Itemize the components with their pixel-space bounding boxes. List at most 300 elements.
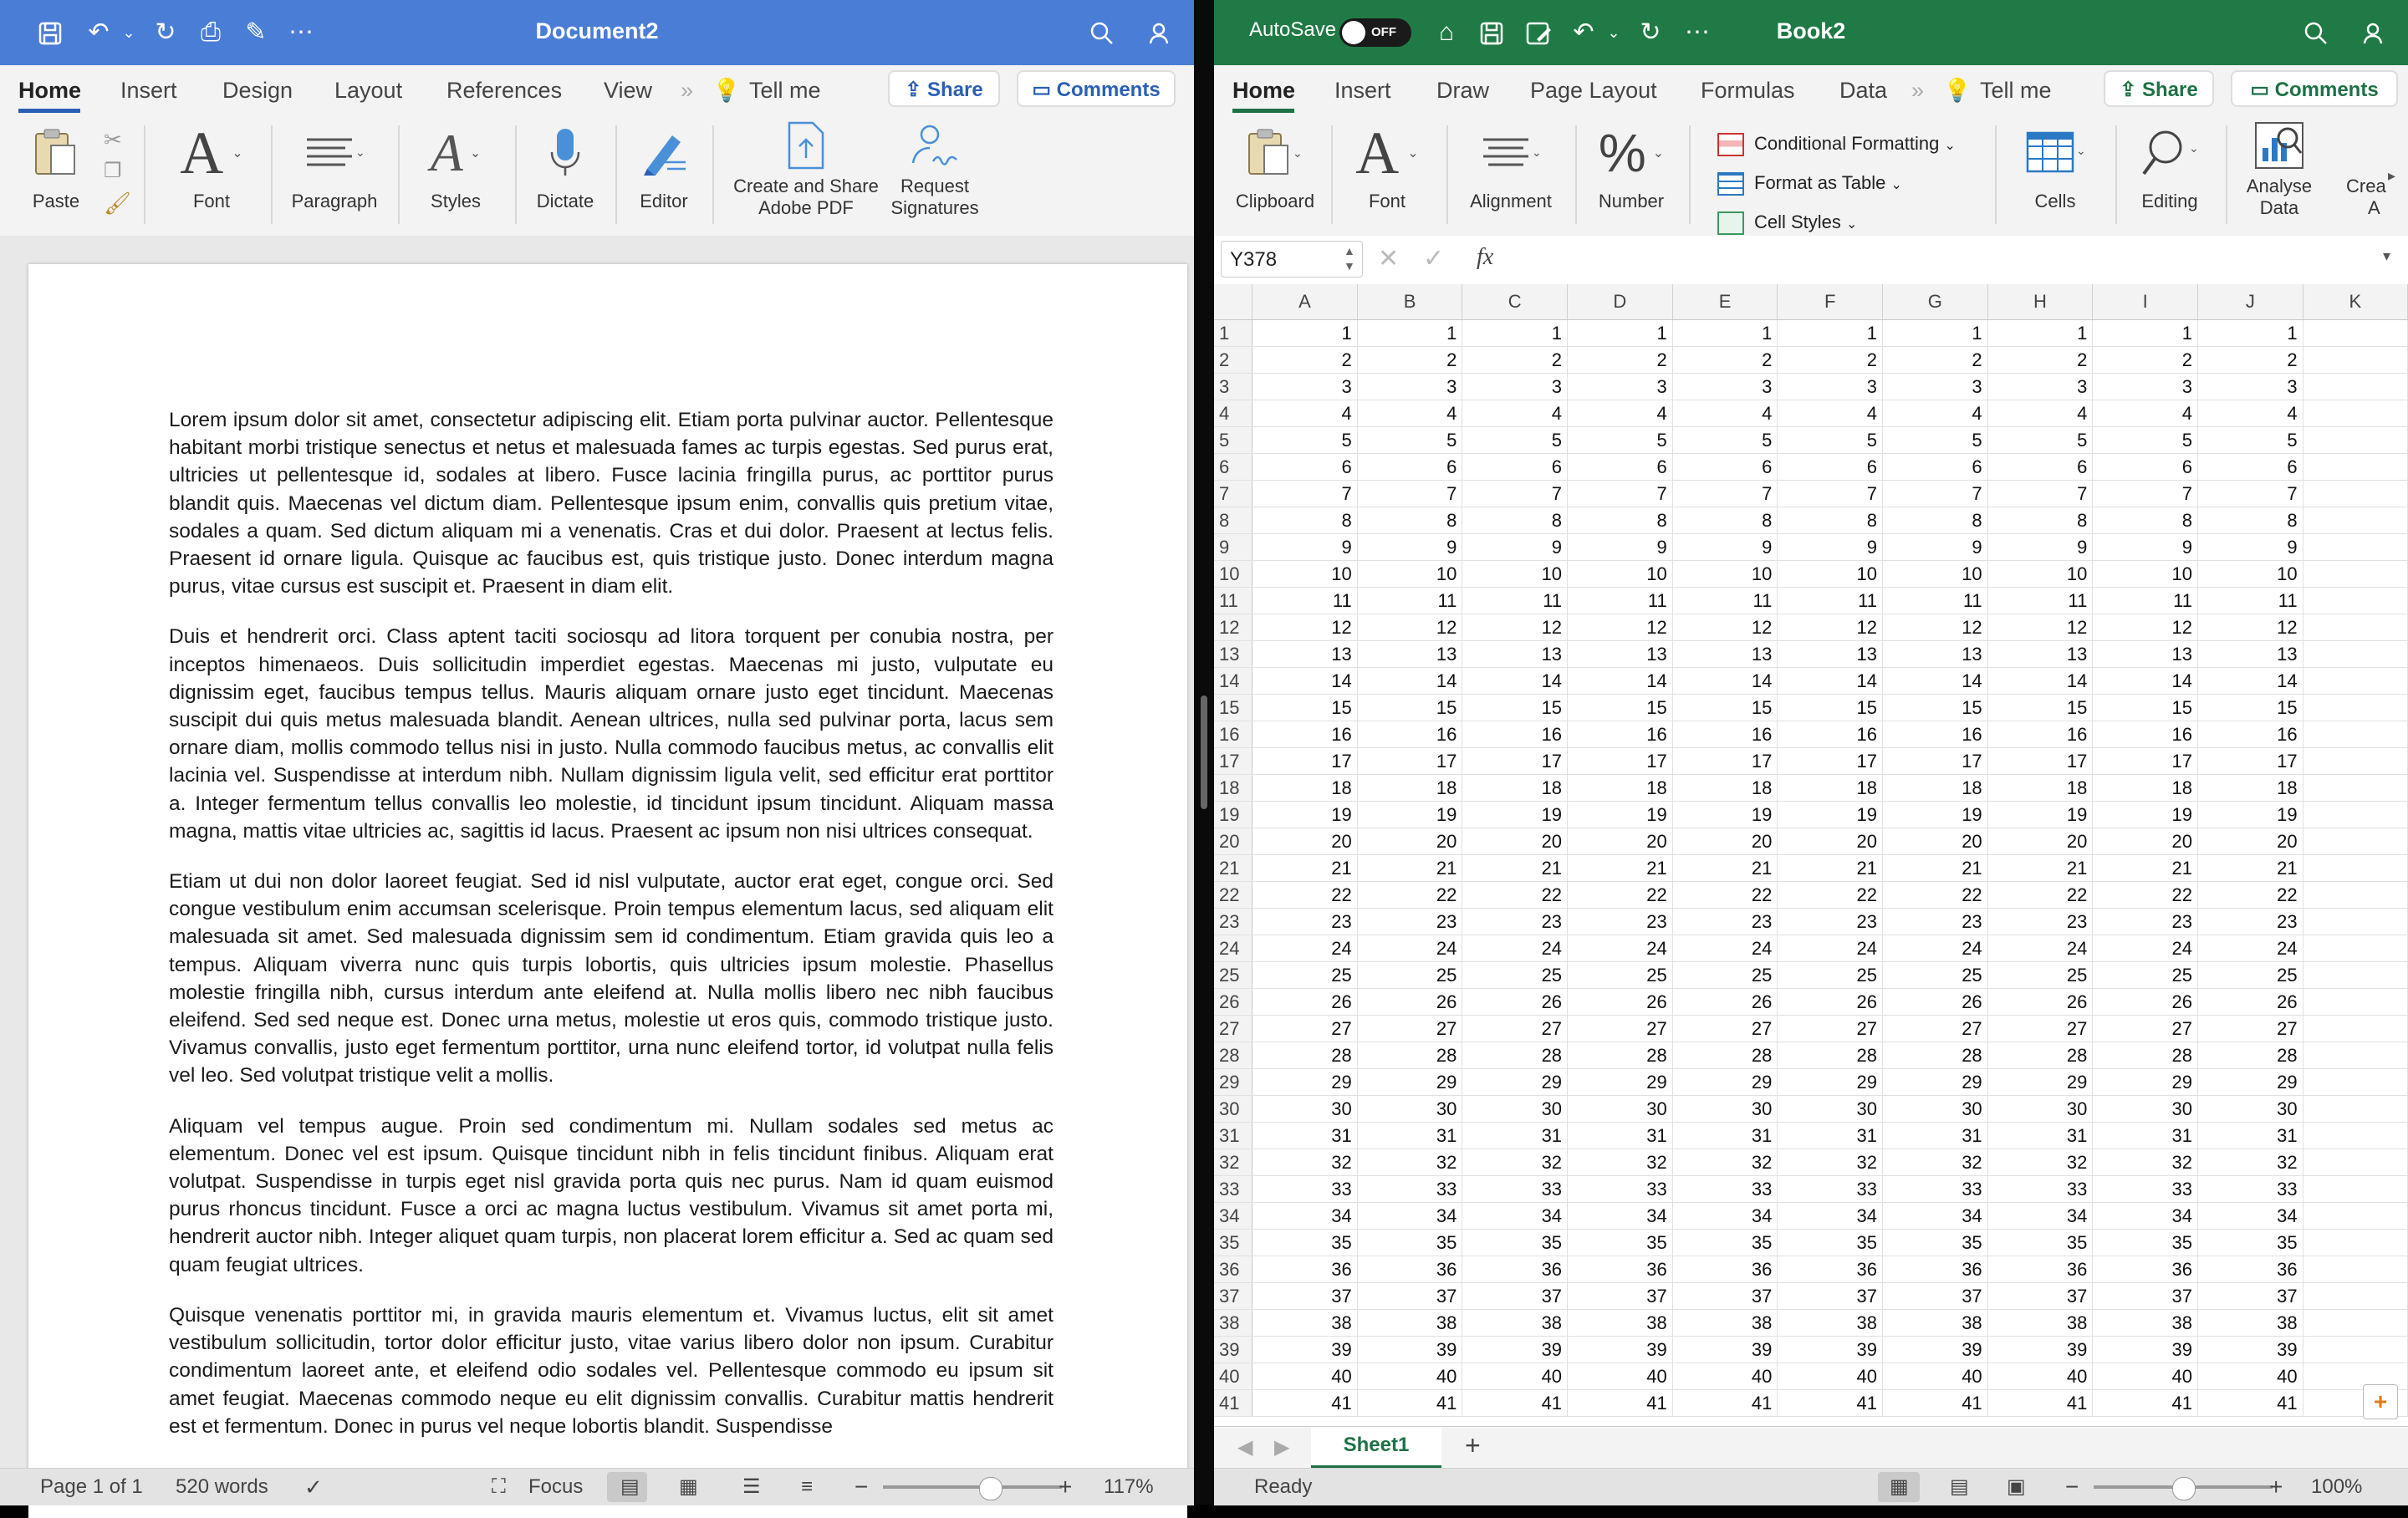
cell[interactable]: 39	[1987, 1337, 2093, 1363]
row-header[interactable]: 13	[1214, 641, 1252, 668]
cell[interactable]: 11	[1778, 588, 1883, 614]
cell[interactable]: 24	[2093, 935, 2198, 962]
cell[interactable]: 7	[2093, 481, 2198, 507]
zoom-slider-track[interactable]	[883, 1485, 1062, 1489]
more-tabs-chevron-icon[interactable]: »	[1911, 78, 1925, 103]
cell[interactable]: 13	[1568, 641, 1673, 668]
tab-references[interactable]: References	[446, 78, 563, 103]
cell[interactable]: 6	[1357, 454, 1462, 481]
cell[interactable]: 26	[1357, 989, 1462, 1016]
cell[interactable]	[2303, 427, 2407, 454]
tab-data[interactable]: Data	[1839, 78, 1888, 103]
cell[interactable]: 3	[1568, 374, 1673, 400]
cell[interactable]: 7	[1357, 481, 1462, 507]
row-header[interactable]: 40	[1214, 1363, 1252, 1390]
cell[interactable]: 27	[2093, 1016, 2198, 1042]
cell[interactable]: 6	[1672, 454, 1778, 481]
row-header[interactable]: 38	[1214, 1310, 1252, 1337]
cell[interactable]: 23	[1462, 909, 1568, 935]
cell[interactable]: 2	[1357, 347, 1462, 374]
row-header[interactable]: 1	[1214, 320, 1252, 347]
cell[interactable]: 9	[1252, 534, 1358, 561]
cell[interactable]: 33	[2197, 1176, 2303, 1203]
cell[interactable]	[2303, 1016, 2407, 1042]
cell[interactable]: 37	[1987, 1283, 2093, 1310]
cell[interactable]: 3	[1252, 374, 1358, 400]
cell[interactable]: 15	[1987, 695, 2093, 721]
cell[interactable]: 35	[1462, 1230, 1568, 1256]
cell[interactable]: 15	[1252, 695, 1358, 721]
proofing-icon[interactable]: ✓	[304, 1475, 323, 1500]
cell[interactable]: 34	[2093, 1203, 2198, 1230]
cell[interactable]: 21	[1357, 855, 1462, 882]
tab-page-layout[interactable]: Page Layout	[1530, 78, 1657, 103]
cell[interactable]: 13	[1987, 641, 2093, 668]
cell[interactable]: 1	[1883, 320, 1988, 347]
cell[interactable]: 16	[1778, 721, 1883, 748]
cell[interactable]: 10	[1987, 561, 2093, 588]
cell[interactable]	[2303, 1203, 2407, 1230]
cell[interactable]: 1	[1987, 320, 2093, 347]
cell[interactable]	[2303, 1176, 2407, 1203]
cell[interactable]: 19	[1357, 802, 1462, 828]
cell[interactable]: 6	[1987, 454, 2093, 481]
cell[interactable]: 15	[1568, 695, 1673, 721]
cell[interactable]: 27	[1883, 1016, 1988, 1042]
cell[interactable]: 29	[2197, 1069, 2303, 1096]
account-icon[interactable]	[1142, 0, 1179, 65]
cell[interactable]	[2303, 400, 2407, 427]
cell[interactable]: 39	[1568, 1337, 1673, 1363]
cell[interactable]: 5	[1883, 427, 1988, 454]
cell[interactable]: 13	[2197, 641, 2303, 668]
cell[interactable]: 34	[1883, 1203, 1988, 1230]
cell[interactable]: 34	[1987, 1203, 2093, 1230]
cell[interactable]: 35	[1987, 1230, 2093, 1256]
cell[interactable]: 21	[1568, 855, 1673, 882]
cell[interactable]: 21	[2197, 855, 2303, 882]
cell[interactable]: 28	[1252, 1042, 1358, 1069]
column-header[interactable]: K	[2303, 284, 2407, 320]
row-header[interactable]: 17	[1214, 748, 1252, 775]
cell[interactable]	[2303, 1337, 2407, 1363]
cell[interactable]: 33	[1778, 1176, 1883, 1203]
cell[interactable]: 14	[1568, 668, 1673, 695]
cell[interactable]: 10	[1672, 561, 1778, 588]
cell[interactable]: 26	[1778, 989, 1883, 1016]
paragraph[interactable]: Duis et hendrerit orci. Class aptent taciti sociosqu ad litora torquent per conubia nostra, per inceptos himenaeos. Duis sollicitudin imperdiet egestas. Maecenas mi justo, vulputate eu dignissim eget, faucibus tempus tellus. Mauris aliquam ornare justo eget tincidunt. Maecenas suscipit dui quis metus malesuada blandit. Aenean ultrices, nulla sed pulvinar porta, lacus sem ornare diam, mollis commodo tellus nisi in justo. Nulla commodo faucibus metus, ac convallis elit lacinia vel. Suspendisse at interdum nibh. Nullam dignissim ligula velit, sed efficitur erat porttitor a. Integer fermentum tellus convallis leo molestie, id tincidunt ipsum tincidunt. Aliquam massa magna, mattis vitae ultricies ac, sagittis id lacus. Praesent ac ipsum non nisi ultrices consequat.	[169, 625, 1054, 843]
more-icon[interactable]: ⋯	[1685, 18, 1710, 46]
cell[interactable]: 15	[1883, 695, 1988, 721]
cell[interactable]: 9	[1462, 534, 1568, 561]
cell[interactable]	[2303, 721, 2407, 748]
cell[interactable]: 33	[1252, 1176, 1358, 1203]
cell[interactable]: 11	[2093, 588, 2198, 614]
cell[interactable]: 9	[1568, 534, 1673, 561]
row-header[interactable]: 36	[1214, 1256, 1252, 1283]
cell[interactable]: 41	[2197, 1390, 2303, 1417]
cell[interactable]: 27	[1252, 1016, 1358, 1042]
cell[interactable]: 19	[1462, 802, 1568, 828]
cell[interactable]: 5	[1357, 427, 1462, 454]
draw-pen-icon[interactable]: ✎	[245, 18, 267, 46]
cell[interactable]	[2303, 588, 2407, 614]
cell[interactable]: 31	[1462, 1123, 1568, 1149]
row-header[interactable]: 15	[1214, 695, 1252, 721]
cell[interactable]: 21	[2093, 855, 2198, 882]
cell[interactable]: 34	[1672, 1203, 1778, 1230]
row-header[interactable]: 14	[1214, 668, 1252, 695]
row-header[interactable]: 16	[1214, 721, 1252, 748]
zoom-slider-thumb[interactable]	[2172, 1477, 2196, 1500]
row-header[interactable]: 37	[1214, 1283, 1252, 1310]
row-header[interactable]: 9	[1214, 534, 1252, 561]
column-header[interactable]: D	[1568, 284, 1673, 320]
cell[interactable]: 24	[1672, 935, 1778, 962]
cell[interactable]: 1	[1357, 320, 1462, 347]
cell[interactable]: 38	[1568, 1310, 1673, 1337]
cell[interactable]: 12	[1462, 614, 1568, 641]
cell[interactable]	[2303, 775, 2407, 802]
comments-button[interactable]: ▭ Comments	[1017, 70, 1176, 107]
cell[interactable]: 39	[2093, 1337, 2198, 1363]
cell[interactable]: 26	[2093, 989, 2198, 1016]
cell[interactable]: 32	[1357, 1149, 1462, 1176]
cell[interactable]	[2303, 935, 2407, 962]
cell[interactable]: 26	[1672, 989, 1778, 1016]
cell[interactable]: 35	[1778, 1230, 1883, 1256]
cell[interactable]: 37	[1568, 1283, 1673, 1310]
cell[interactable]: 34	[1568, 1203, 1673, 1230]
cell[interactable]: 22	[2093, 882, 2198, 909]
cell[interactable]	[2303, 320, 2407, 347]
word-count[interactable]: 520 words	[176, 1475, 268, 1498]
zoom-in-icon[interactable]: +	[1059, 1474, 1073, 1500]
row-header[interactable]: 28	[1214, 1042, 1252, 1069]
cell[interactable]: 30	[1357, 1096, 1462, 1123]
column-header[interactable]: G	[1883, 284, 1988, 320]
cell[interactable]: 7	[1462, 481, 1568, 507]
cell[interactable]: 23	[2093, 909, 2198, 935]
cell[interactable]: 26	[1883, 989, 1988, 1016]
cell[interactable]: 20	[1357, 828, 1462, 855]
cell[interactable]: 12	[1883, 614, 1988, 641]
draft-view-icon[interactable]: ≡	[801, 1475, 814, 1498]
tell-me-box[interactable]: Tell me	[1980, 78, 2052, 103]
cell[interactable]: 2	[2093, 347, 2198, 374]
cell[interactable]: 5	[1778, 427, 1883, 454]
cell[interactable]	[2303, 1096, 2407, 1123]
cell[interactable]: 14	[1357, 668, 1462, 695]
paste-button[interactable]: Paste	[18, 115, 94, 236]
cell[interactable]: 17	[1778, 748, 1883, 775]
cell[interactable]: 11	[1252, 588, 1358, 614]
alignment-button[interactable]: ⌄ Alignment	[1457, 115, 1565, 236]
cell[interactable]: 41	[1883, 1390, 1988, 1417]
cell[interactable]: 6	[1778, 454, 1883, 481]
column-header[interactable]: F	[1778, 284, 1883, 320]
cell[interactable]: 26	[1987, 989, 2093, 1016]
row-header[interactable]: 32	[1214, 1149, 1252, 1176]
cell[interactable]: 39	[1778, 1337, 1883, 1363]
cell[interactable]: 22	[1883, 882, 1988, 909]
ribbon-scroll-right-icon[interactable]: ▸	[2388, 167, 2396, 184]
cell[interactable]: 24	[1568, 935, 1673, 962]
cell[interactable]: 8	[2093, 507, 2198, 534]
cell[interactable]	[2303, 855, 2407, 882]
row-header[interactable]: 5	[1214, 427, 1252, 454]
cell[interactable]: 4	[1778, 400, 1883, 427]
cancel-icon[interactable]: ✕	[1378, 245, 1400, 273]
page-count[interactable]: Page 1 of 1	[40, 1475, 143, 1498]
cell[interactable]: 4	[1987, 400, 2093, 427]
cell[interactable]: 29	[1987, 1069, 2093, 1096]
cell[interactable]: 7	[1252, 481, 1358, 507]
cell[interactable]: 2	[1883, 347, 1988, 374]
cell[interactable]: 37	[1252, 1283, 1358, 1310]
cell[interactable]: 13	[1883, 641, 1988, 668]
cell[interactable]: 1	[1252, 320, 1358, 347]
cell[interactable]: 17	[1462, 748, 1568, 775]
cell[interactable]: 33	[1987, 1176, 2093, 1203]
cell[interactable]: 31	[1672, 1123, 1778, 1149]
cell[interactable]: 21	[1778, 855, 1883, 882]
cell[interactable]: 32	[1778, 1149, 1883, 1176]
cell[interactable]: 32	[1672, 1149, 1778, 1176]
cell[interactable]: 12	[1357, 614, 1462, 641]
cell[interactable]	[2303, 1283, 2407, 1310]
cell[interactable]: 8	[1568, 507, 1673, 534]
cell[interactable]: 30	[2093, 1096, 2198, 1123]
search-icon[interactable]	[2298, 0, 2334, 65]
cell[interactable]: 1	[1568, 320, 1673, 347]
cell[interactable]: 33	[1672, 1176, 1778, 1203]
zoom-percentage[interactable]: 100%	[2311, 1475, 2363, 1498]
cell[interactable]: 9	[2093, 534, 2198, 561]
cell[interactable]: 3	[1987, 374, 2093, 400]
cell[interactable]: 19	[1568, 802, 1673, 828]
cell[interactable]: 32	[1252, 1149, 1358, 1176]
cell[interactable]: 30	[2197, 1096, 2303, 1123]
cell[interactable]: 39	[2197, 1337, 2303, 1363]
cell[interactable]: 34	[1357, 1203, 1462, 1230]
cell[interactable]: 10	[1357, 561, 1462, 588]
cell[interactable]: 40	[1883, 1363, 1988, 1390]
cell[interactable]: 24	[1987, 935, 2093, 962]
cell[interactable]: 4	[1252, 400, 1358, 427]
cell[interactable]: 1	[1672, 320, 1778, 347]
cell[interactable]: 25	[1883, 962, 1988, 989]
tell-me-box[interactable]: Tell me	[749, 78, 821, 103]
cell[interactable]: 16	[1357, 721, 1462, 748]
row-header[interactable]: 11	[1214, 588, 1252, 614]
cell[interactable]: 19	[2197, 802, 2303, 828]
cell[interactable]: 9	[2197, 534, 2303, 561]
cell[interactable]: 40	[1987, 1363, 2093, 1390]
cell[interactable]: 9	[1987, 534, 2093, 561]
outline-view-icon[interactable]: ☰	[742, 1475, 761, 1498]
row-header[interactable]: 25	[1214, 962, 1252, 989]
page-layout-view-icon[interactable]: ▤	[1950, 1475, 1969, 1498]
cell[interactable]	[2303, 1256, 2407, 1283]
column-header[interactable]: A	[1252, 284, 1358, 320]
cell[interactable]: 25	[1462, 962, 1568, 989]
cell[interactable]	[2303, 668, 2407, 695]
row-header[interactable]: 27	[1214, 1016, 1252, 1042]
cell[interactable]: 7	[1883, 481, 1988, 507]
row-header[interactable]: 39	[1214, 1337, 1252, 1363]
cell[interactable]: 40	[1357, 1363, 1462, 1390]
cell[interactable]: 27	[1987, 1016, 2093, 1042]
cell[interactable]: 18	[1778, 775, 1883, 802]
cell[interactable]: 31	[2093, 1123, 2198, 1149]
cell[interactable]: 30	[1568, 1096, 1673, 1123]
cell[interactable]: 9	[1672, 534, 1778, 561]
enter-icon[interactable]: ✓	[1423, 245, 1445, 273]
cell[interactable]: 16	[1568, 721, 1673, 748]
conditional-formatting-button[interactable]: Conditional Formatting ⌄	[1717, 125, 1956, 165]
cell[interactable]: 5	[1672, 427, 1778, 454]
cell[interactable]: 23	[1987, 909, 2093, 935]
cut-icon[interactable]: ✂	[104, 127, 122, 152]
cell[interactable]: 23	[1568, 909, 1673, 935]
sheet-tab-sheet1[interactable]: Sheet1	[1311, 1427, 1441, 1469]
row-header[interactable]: 33	[1214, 1176, 1252, 1203]
document-page[interactable]	[28, 264, 1187, 1518]
row-header[interactable]: 24	[1214, 935, 1252, 962]
cell[interactable]: 40	[1252, 1363, 1358, 1390]
cell[interactable]: 40	[2197, 1363, 2303, 1390]
cell[interactable]: 16	[1883, 721, 1988, 748]
cell[interactable]: 17	[1568, 748, 1673, 775]
cell[interactable]: 23	[1252, 909, 1358, 935]
cell[interactable]: 23	[2197, 909, 2303, 935]
cell[interactable]: 36	[1357, 1256, 1462, 1283]
cell[interactable]: 36	[2197, 1256, 2303, 1283]
cell[interactable]: 33	[1357, 1176, 1462, 1203]
cell[interactable]: 6	[1252, 454, 1358, 481]
cell[interactable]: 20	[1252, 828, 1358, 855]
cell[interactable]: 10	[1252, 561, 1358, 588]
row-header[interactable]: 10	[1214, 561, 1252, 588]
row-header[interactable]: 31	[1214, 1123, 1252, 1149]
column-header[interactable]: E	[1672, 284, 1778, 320]
tab-formulas[interactable]: Formulas	[1701, 78, 1795, 103]
cell[interactable]: 18	[1883, 775, 1988, 802]
cell[interactable]: 21	[1252, 855, 1358, 882]
row-header[interactable]: 35	[1214, 1230, 1252, 1256]
cell[interactable]: 8	[1357, 507, 1462, 534]
cell[interactable]	[2303, 614, 2407, 641]
cell[interactable]: 25	[1987, 962, 2093, 989]
cell[interactable]: 4	[1883, 400, 1988, 427]
tab-home[interactable]: Home	[18, 78, 82, 103]
cell[interactable]: 39	[1462, 1337, 1568, 1363]
quick-analysis-icon[interactable]: +	[2363, 1384, 2398, 1419]
cell[interactable]: 36	[1672, 1256, 1778, 1283]
cell[interactable]: 30	[1883, 1096, 1988, 1123]
cell[interactable]: 35	[1883, 1230, 1988, 1256]
row-header[interactable]: 41	[1214, 1390, 1252, 1417]
cell[interactable]: 40	[1568, 1363, 1673, 1390]
cell[interactable]: 8	[1462, 507, 1568, 534]
cell[interactable]: 12	[1987, 614, 2093, 641]
cell[interactable]: 34	[1462, 1203, 1568, 1230]
next-sheet-icon[interactable]: ▶	[1274, 1436, 1290, 1459]
cell[interactable]: 18	[1987, 775, 2093, 802]
cell[interactable]: 3	[1357, 374, 1462, 400]
cell[interactable]: 20	[2197, 828, 2303, 855]
cell[interactable]: 13	[2093, 641, 2198, 668]
cell[interactable]: 8	[1987, 507, 2093, 534]
cell[interactable]: 18	[1672, 775, 1778, 802]
row-header[interactable]: 7	[1214, 481, 1252, 507]
cell[interactable]: 29	[1568, 1069, 1673, 1096]
row-header[interactable]: 2	[1214, 347, 1252, 374]
cell[interactable]: 24	[1883, 935, 1988, 962]
cell[interactable]: 7	[1987, 481, 2093, 507]
cell[interactable]: 2	[1462, 347, 1568, 374]
undo-icon[interactable]: ↶	[88, 18, 110, 46]
cell[interactable]: 40	[2093, 1363, 2198, 1390]
cell[interactable]: 20	[1672, 828, 1778, 855]
cell[interactable]: 38	[1252, 1310, 1358, 1337]
cell[interactable]: 17	[1672, 748, 1778, 775]
cell[interactable]: 1	[2093, 320, 2198, 347]
cell[interactable]: 41	[1778, 1390, 1883, 1417]
cell[interactable]: 26	[1462, 989, 1568, 1016]
cell[interactable]: 35	[2093, 1230, 2198, 1256]
cell[interactable]: 17	[1357, 748, 1462, 775]
cell[interactable]: 35	[1252, 1230, 1358, 1256]
row-header[interactable]: 18	[1214, 775, 1252, 802]
cell[interactable]: 36	[1778, 1256, 1883, 1283]
cell[interactable]: 8	[2197, 507, 2303, 534]
cell[interactable]: 40	[1462, 1363, 1568, 1390]
cell[interactable]: 14	[1252, 668, 1358, 695]
row-header[interactable]: 4	[1214, 400, 1252, 427]
cell[interactable]: 29	[1672, 1069, 1778, 1096]
cell[interactable]: 4	[1462, 400, 1568, 427]
cell[interactable]	[2303, 1149, 2407, 1176]
cell[interactable]: 33	[1462, 1176, 1568, 1203]
cell[interactable]: 34	[2197, 1203, 2303, 1230]
cell[interactable]: 16	[1252, 721, 1358, 748]
cell[interactable]: 11	[1672, 588, 1778, 614]
web-layout-view-icon[interactable]: ▦	[679, 1475, 698, 1498]
cell[interactable]: 31	[1883, 1123, 1988, 1149]
cell[interactable]: 30	[1672, 1096, 1778, 1123]
zoom-slider-thumb[interactable]	[979, 1477, 1002, 1500]
cell[interactable]: 5	[2093, 427, 2198, 454]
paragraph[interactable]: Lorem ipsum dolor sit amet, consectetur adipiscing elit. Etiam porta pulvinar auctor. Pellentesque habitant morbi tristique senectus et netus et malesuada fames ac turpis egestas. Sed purus erat, ultricies ut pellentesque id, sodales at libero. Fusce lacinia fringilla purus, ac porttitor purus blandit quis. Maecenas vel dictum diam. Pellentesque ipsum enim, convallis quis pretium vitae, sodales a quam. Sed dictum aliquam mi a venenatis. Cras et dui dolor. Praesent at lectus felis. Praesent id ornare ligula. Quisque ac faucibus est, quis tristique justo. Donec interdum magna purus, vitae cursus est suscipit et. Praesent in diam elit.	[169, 409, 1054, 599]
cell[interactable]: 10	[2197, 561, 2303, 588]
cell[interactable]: 18	[1462, 775, 1568, 802]
cell-styles-button[interactable]: Cell Styles ⌄	[1717, 204, 1956, 243]
cell[interactable]: 28	[1568, 1042, 1673, 1069]
undo-icon[interactable]: ↶	[1573, 18, 1594, 46]
cell[interactable]: 39	[1357, 1337, 1462, 1363]
cell[interactable]: 27	[1778, 1016, 1883, 1042]
cell[interactable]: 21	[1672, 855, 1778, 882]
cell[interactable]: 29	[1462, 1069, 1568, 1096]
cell[interactable]: 21	[1987, 855, 2093, 882]
more-icon[interactable]: ⋯	[288, 18, 314, 46]
paragraph-button[interactable]: ⌄ Paragraph	[284, 115, 385, 236]
page-break-view-icon[interactable]: ▣	[2007, 1475, 2026, 1498]
cell[interactable]: 28	[1987, 1042, 2093, 1069]
column-header[interactable]: B	[1357, 284, 1462, 320]
